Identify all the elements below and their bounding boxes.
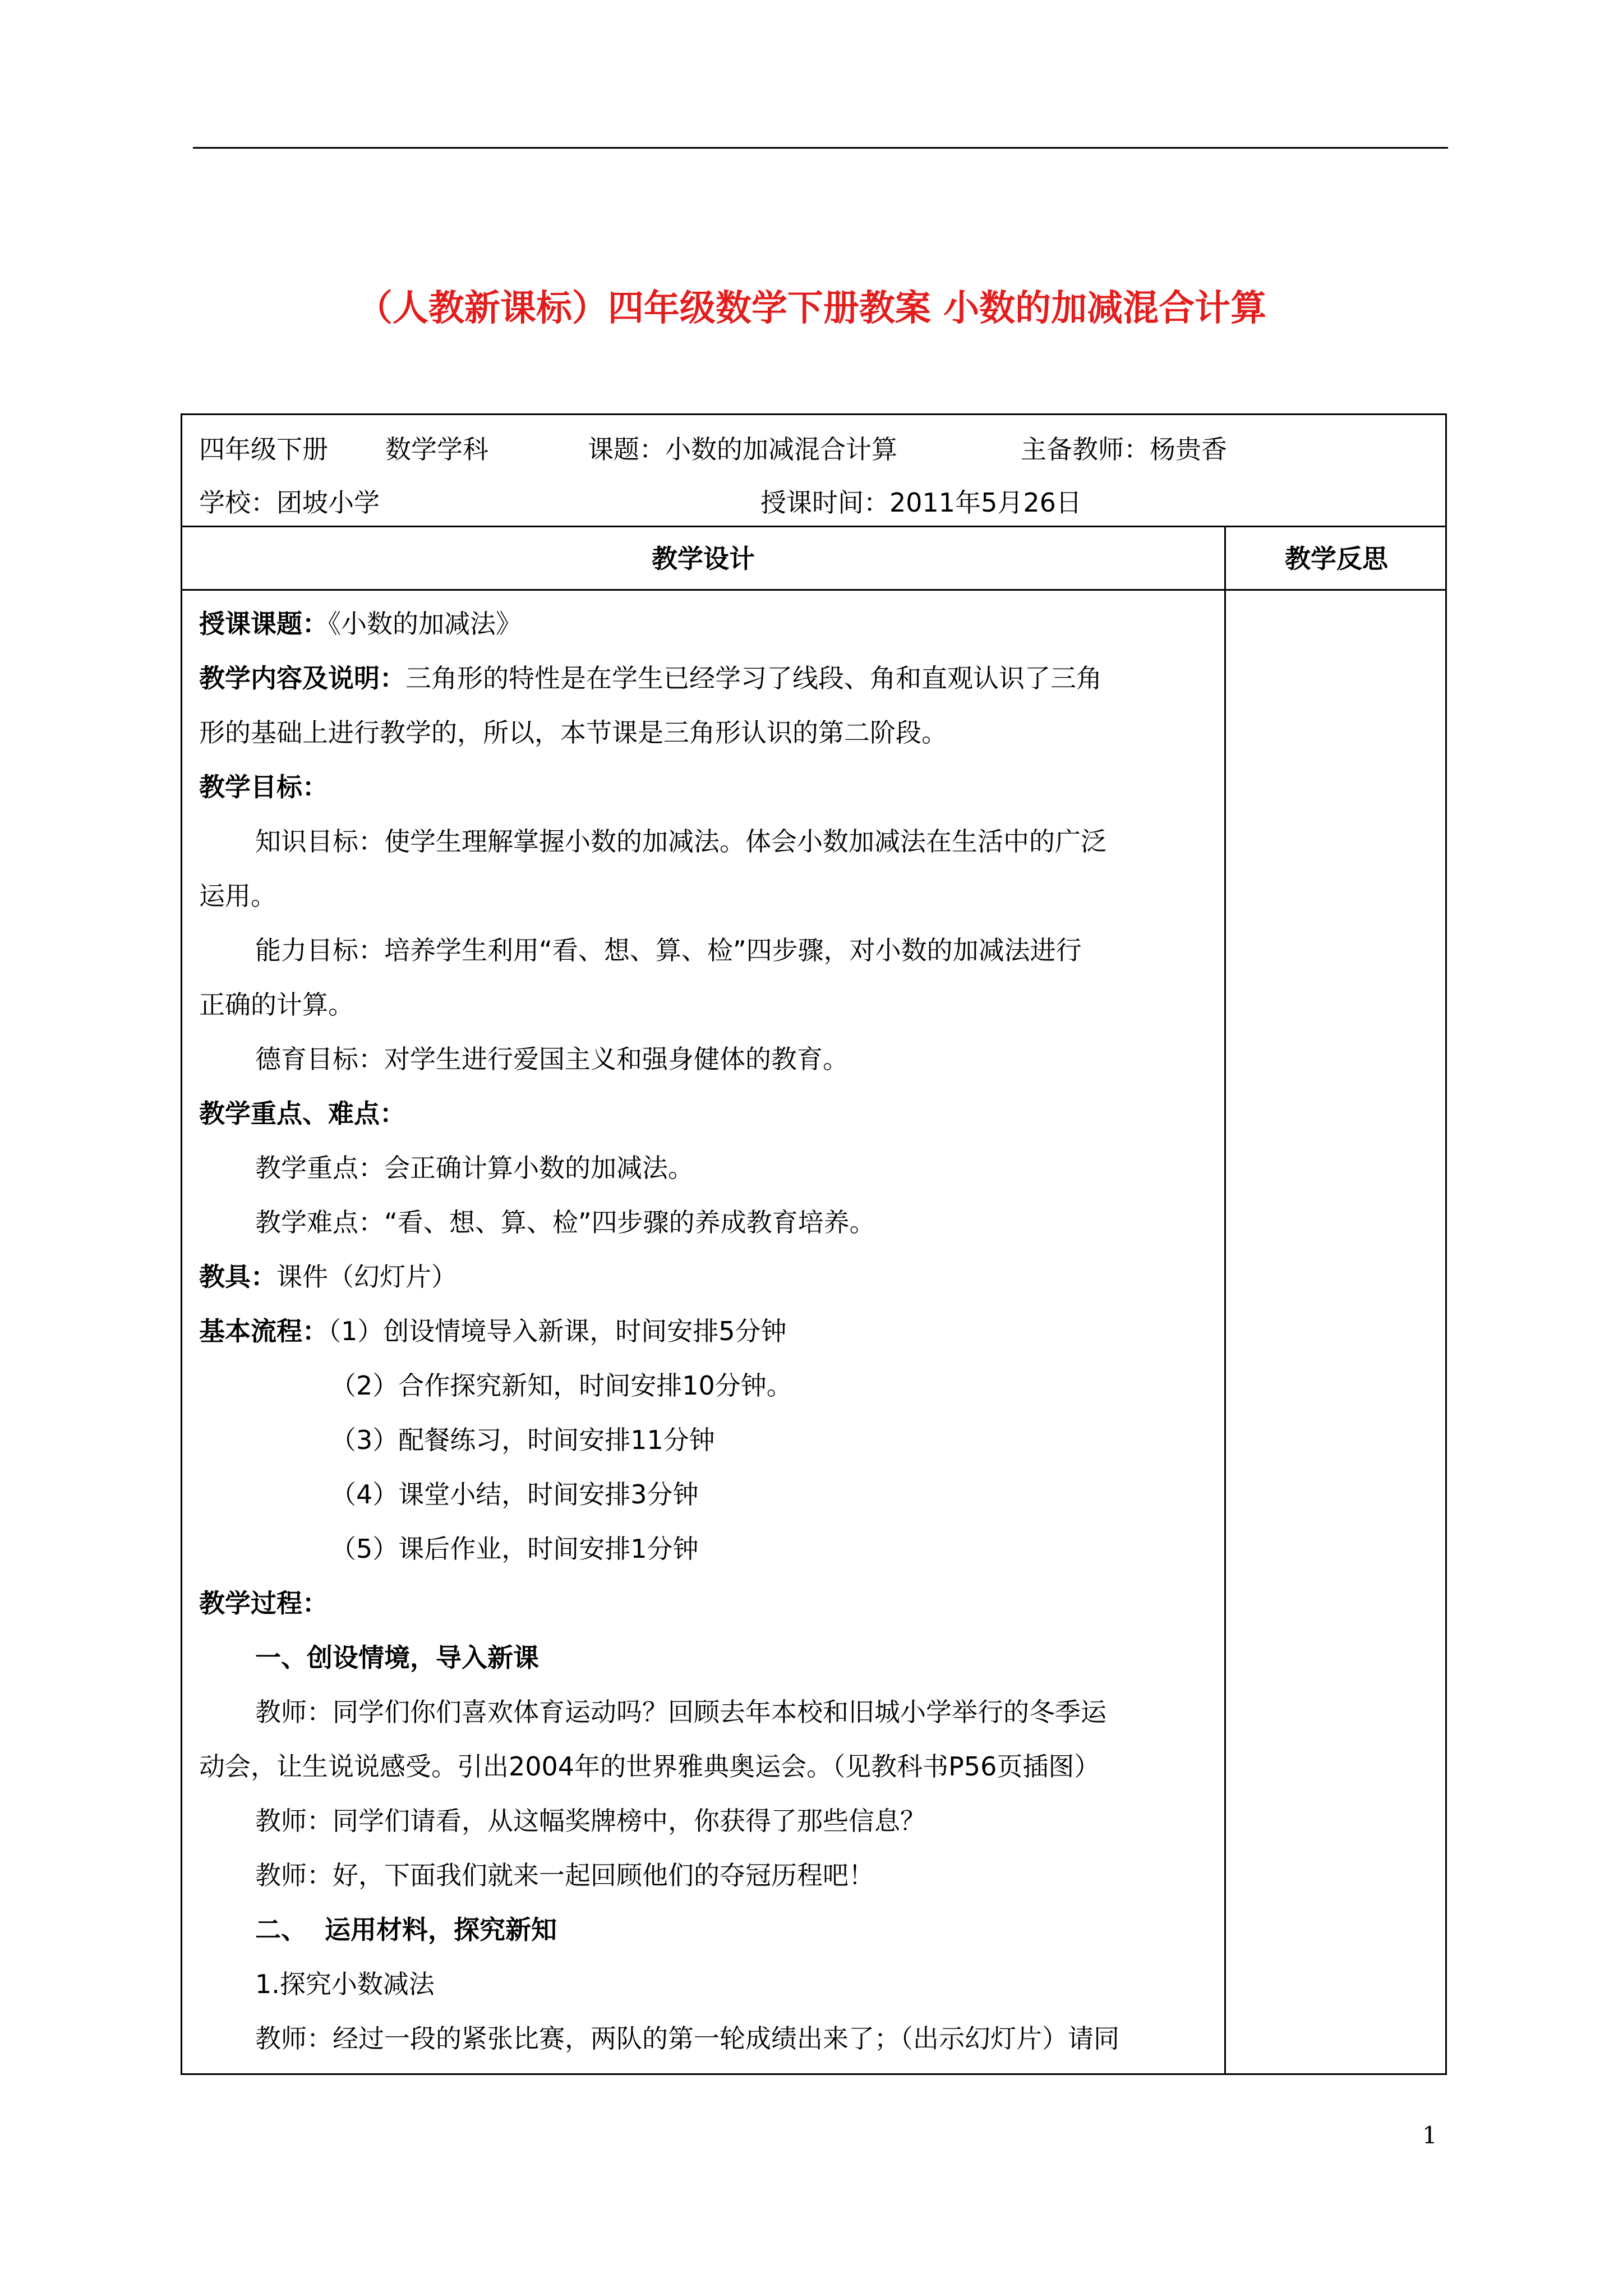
process-heading: 教学过程： [199, 1588, 328, 1618]
flow-step-1 [199, 1315, 787, 1347]
table-rule-columns [182, 589, 1445, 591]
subject-label: 数学学科 [385, 434, 488, 464]
flow-step-2: （2）合作探究新知，时间安排10分钟。 [330, 1370, 792, 1401]
goal-ability-line-1: 能力目标：培养学生利用“看、想、算、检”四步骤，对小数的加减法进行 [255, 935, 1082, 965]
flow-step-5: （5）课后作业，时间安排1分钟 [330, 1534, 699, 1564]
section-1-para-2: 教师：同学们请看，从这幅奖牌榜中，你获得了那些信息？ [255, 1806, 926, 1836]
page-number: 1 [1422, 2122, 1437, 2149]
table-rule-header [182, 526, 1445, 527]
hard-point: 教学难点：“看、想、算、检”四步骤的养成教育培养。 [255, 1207, 875, 1237]
content-text-2: 形的基础上进行教学的，所以，本节课是三角形认识的第二阶段。 [199, 717, 947, 748]
goals-heading: 教学目标： [199, 772, 328, 802]
flow-label: 基本流程： [199, 1316, 328, 1346]
content-label: 教学内容及说明： [199, 663, 405, 693]
goal-ability-line-2: 正确的计算。 [199, 990, 354, 1020]
flow-step-3: （3）配餐练习，时间安排11分钟 [330, 1425, 715, 1455]
flow-step-4: （4）课堂小结，时间安排3分钟 [330, 1479, 699, 1510]
lesson-topic [199, 608, 522, 639]
table-column-divider [1224, 526, 1226, 2073]
section-1-para-3: 教师：好，下面我们就来一起回顾他们的夺冠历程吧！ [255, 1860, 874, 1890]
goal-knowledge-line-1: 知识目标：使学生理解掌握小数的加减法。体会小数加减法在生活中的广泛 [255, 826, 1106, 857]
grade-label: 四年级下册 [199, 434, 328, 464]
lesson-topic-value: 《小数的加减法》 [328, 609, 522, 639]
key-point: 教学重点：会正确计算小数的加减法。 [255, 1153, 694, 1183]
flow-step-1-text: （1）创设情境导入新课，时间安排5分钟 [328, 1316, 787, 1346]
goal-moral: 德育目标：对学生进行爱国主义和强身健体的教育。 [255, 1044, 849, 1074]
lesson-plan-table [181, 413, 1447, 2075]
tools-value: 课件（幻灯片） [276, 1262, 457, 1292]
school-label: 学校：团坡小学 [199, 487, 380, 518]
column-header-reflection: 教学反思 [1285, 544, 1388, 574]
header-rule [193, 147, 1448, 149]
column-header-design: 教学设计 [652, 544, 755, 574]
content-line-1 [199, 662, 1102, 694]
teaching-tools [199, 1261, 457, 1292]
section-1-title: 一、创设情境，导入新课 [255, 1642, 539, 1673]
topic-label: 课题：小数的加减混合计算 [588, 434, 897, 464]
section-2-title: 二、 运用材料，探究新知 [255, 1915, 557, 1945]
goal-knowledge-line-2: 运用。 [199, 881, 276, 911]
teacher-label: 主备教师：杨贵香 [1021, 434, 1227, 464]
tools-label: 教具： [199, 1262, 276, 1292]
section-2-para-1: 教师：经过一段的紧张比赛，两队的第一轮成绩出来了；（出示幻灯片）请同 [255, 2023, 1119, 2054]
date-label: 授课时间：2011年5月26日 [760, 487, 1082, 518]
key-points-heading: 教学重点、难点： [199, 1098, 405, 1129]
section-1-para-1-line-2: 动会，让生说说感受。引出2004年的世界雅典奥运会。（见教科书P56页插图） [199, 1751, 1100, 1782]
section-1-para-1-line-1: 教师：同学们你们喜欢体育运动吗？回顾去年本校和旧城小学举行的冬季运 [255, 1697, 1106, 1727]
document-title: （人教新课标）四年级数学下册教案 小数的加减混合计算 [356, 288, 1267, 329]
section-2-subtitle-1: 1.探究小数减法 [255, 1969, 435, 1999]
lesson-topic-label: 授课课题： [199, 609, 328, 639]
content-text-1: 三角形的特性是在学生已经学习了线段、角和直观认识了三角 [405, 663, 1102, 693]
